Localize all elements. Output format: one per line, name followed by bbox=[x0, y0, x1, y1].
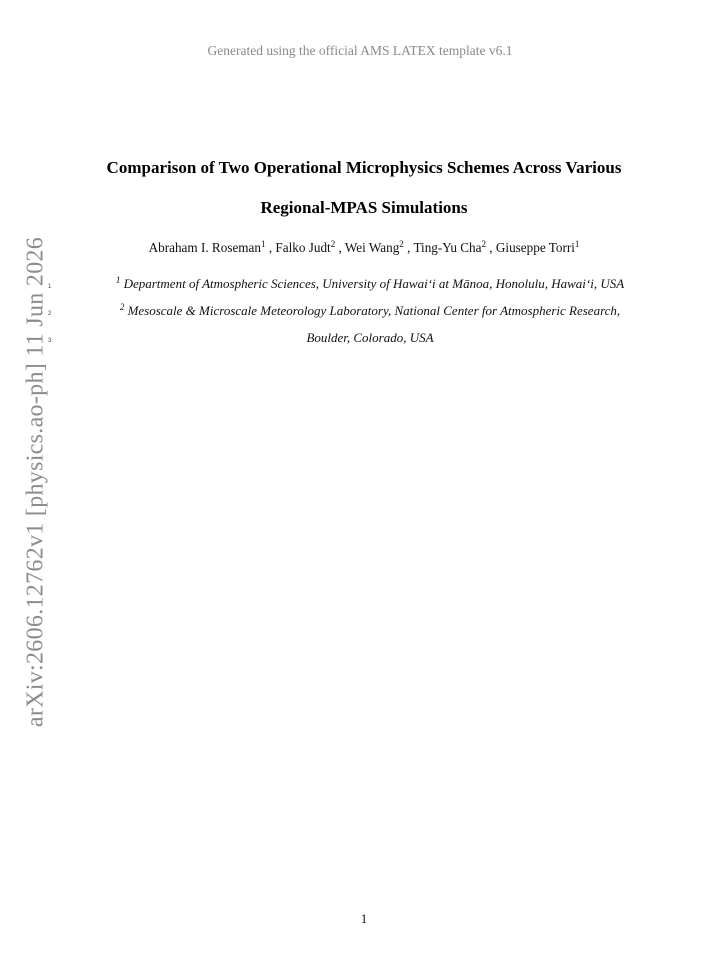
template-note: Generated using the official AMS LATEX template v6.1 bbox=[207, 43, 513, 58]
author-name: Falko Judt bbox=[275, 240, 331, 255]
author-name: Giuseppe Torri bbox=[495, 240, 575, 255]
affiliation-2-continued: Boulder, Colorado, USA bbox=[306, 330, 434, 345]
paper-title-line-1: Comparison of Two Operational Microphysics Schemes Across Various bbox=[106, 158, 622, 177]
affiliation-mark: 1 bbox=[115, 275, 121, 285]
line-number: 1 bbox=[48, 284, 52, 290]
author-name: Ting-Yu Cha bbox=[413, 240, 482, 255]
author-affil-mark: 1 bbox=[574, 239, 580, 249]
author-affil-mark: 2 bbox=[481, 239, 486, 249]
affiliation-1 bbox=[60, 276, 680, 292]
paper-title-line-2: Regional-MPAS Simulations bbox=[260, 198, 468, 217]
page-number: 1 bbox=[360, 911, 368, 926]
author-name: Wei Wang bbox=[344, 240, 400, 255]
author-affil-mark: 1 bbox=[261, 239, 266, 249]
author-affil-mark: 2 bbox=[330, 239, 336, 249]
affiliation-text: Mesoscale & Microscale Meteorology Laboratory, National Center for Atmospheric Research, bbox=[127, 303, 621, 318]
author-list: Abraham I. Roseman$^1$ , Falko Judt$^2$ , Wei Wang$^2$ , Ting-Yu Cha$^2$ , Giuseppe Torri$^1$ bbox=[148, 239, 580, 255]
affiliation-mark: 2 bbox=[119, 302, 125, 312]
author-name: Abraham I. Roseman bbox=[148, 240, 262, 255]
affiliation-text: Department of Atmospheric Sciences, University of Hawai‘i at Mānoa, Honolulu, Hawai‘i, USA bbox=[123, 276, 625, 291]
line-number: 2 bbox=[48, 311, 52, 317]
arxiv-identifier[interactable]: arXiv:2606.12762v1 [physics.ao-ph] 11 Jun 2026 bbox=[22, 236, 49, 728]
affiliation-2 bbox=[60, 303, 680, 319]
author-affil-mark: 2 bbox=[399, 239, 404, 249]
line-number: 3 bbox=[48, 338, 52, 344]
